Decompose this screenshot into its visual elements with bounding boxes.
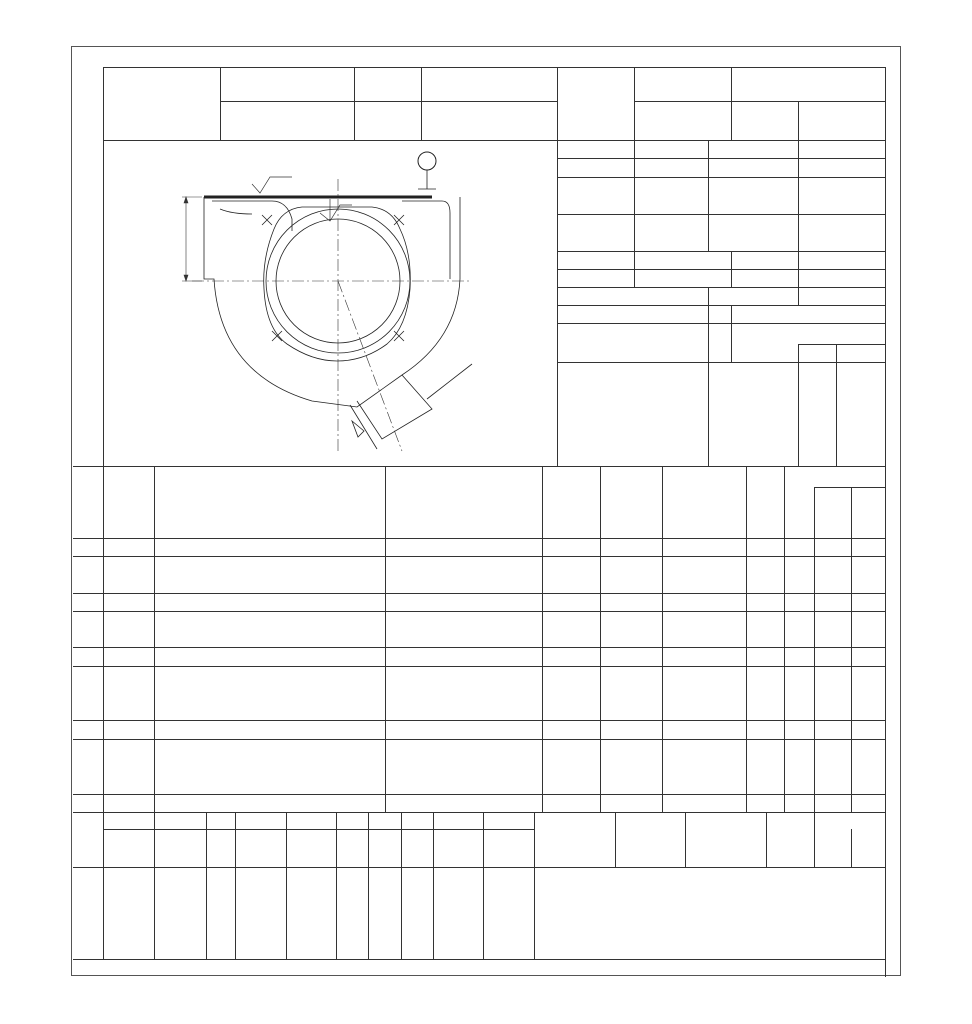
feed-header	[662, 466, 746, 538]
side-label-binding-no	[73, 739, 103, 794]
equip-row-2	[385, 556, 542, 593]
part-no-label	[557, 67, 634, 101]
review-date	[615, 812, 685, 867]
step-1-speed	[542, 538, 600, 556]
boss-outline	[264, 207, 411, 361]
coolant-label	[798, 287, 885, 305]
part-name-label	[557, 101, 634, 140]
grid-line	[836, 344, 837, 466]
step-1-feed	[662, 538, 746, 556]
equip-name-label	[557, 251, 634, 269]
standard-date	[685, 812, 766, 867]
spindle-speed-header	[542, 466, 600, 538]
fixture-no-label	[557, 287, 708, 305]
signature-label-2	[433, 867, 483, 959]
equip-name	[557, 269, 634, 287]
equipment-header	[385, 466, 542, 538]
product-model-label	[354, 67, 421, 101]
body-outline	[204, 197, 460, 407]
prep-label	[798, 344, 836, 362]
date-label-2	[483, 867, 534, 959]
blank-type-label	[557, 177, 634, 214]
part-drawing	[102, 139, 556, 465]
total-pages	[731, 101, 798, 140]
mark-label	[103, 867, 154, 959]
simul-label	[798, 251, 885, 269]
place-count-label	[154, 867, 206, 959]
change-doc-label	[206, 867, 235, 959]
workshop-label	[557, 140, 634, 158]
equip-model-label	[634, 251, 731, 269]
op-time-label	[798, 323, 885, 344]
per-blank-label	[731, 177, 798, 214]
fixture-name	[708, 305, 798, 323]
mark-label-2	[336, 867, 368, 959]
part-name	[634, 101, 731, 140]
equip-no-label	[731, 251, 798, 269]
simul	[798, 269, 885, 287]
card-title	[220, 67, 354, 140]
station-tool-name-label	[708, 323, 798, 362]
step-1-no	[103, 538, 154, 556]
material-label	[798, 140, 885, 158]
blank-dims-label	[634, 177, 731, 214]
grid-line	[798, 344, 799, 466]
grid-line	[851, 829, 852, 867]
grid-line	[73, 666, 885, 667]
product-name-label	[354, 101, 421, 140]
station-tool-no-label	[557, 323, 708, 362]
step-1-depth	[746, 538, 784, 556]
step-time-header	[814, 466, 885, 487]
countersign-date	[766, 812, 814, 867]
product-name	[421, 101, 557, 140]
aux-time-header	[851, 487, 885, 538]
step-1-equip	[385, 538, 542, 556]
unit-label	[836, 344, 885, 362]
blank-type	[557, 214, 634, 251]
grid-line	[73, 720, 885, 721]
surface-label-circle	[418, 152, 436, 170]
equip-row-3	[385, 593, 542, 611]
side-label-trace	[73, 556, 103, 593]
cut-speed-header	[600, 466, 662, 538]
signature-label	[235, 867, 286, 959]
per-machine-label	[798, 177, 885, 214]
place-count-label-2	[368, 867, 401, 959]
grid-line	[73, 739, 885, 740]
step-1-cut-speed	[600, 538, 662, 556]
date-label	[286, 867, 336, 959]
step-no-header	[103, 466, 154, 538]
passes-header	[784, 466, 814, 538]
grid-line	[73, 647, 885, 648]
step-1-content	[154, 538, 385, 556]
depth-header	[746, 466, 784, 538]
per-machine	[798, 214, 885, 251]
grid-line	[885, 67, 886, 977]
side-label-check	[73, 611, 103, 647]
op-name-label	[731, 140, 798, 158]
grid-line	[73, 959, 885, 960]
change-doc-label-2	[401, 867, 433, 959]
page-number	[798, 101, 885, 140]
content-header	[154, 466, 385, 538]
material	[798, 158, 885, 177]
grid-line	[103, 829, 534, 830]
op-no	[634, 158, 731, 177]
machine-time-header	[814, 487, 851, 538]
grid-line	[814, 812, 815, 867]
step-1-passes	[784, 538, 814, 556]
op-no-label	[634, 140, 731, 158]
side-label-base-no	[73, 666, 103, 720]
design-date	[534, 812, 615, 867]
blank-dims	[634, 214, 731, 251]
equip-model	[634, 269, 731, 287]
per-blank	[731, 214, 798, 251]
step-1-aux	[851, 538, 885, 556]
grid-line	[73, 611, 885, 612]
op-name	[731, 158, 798, 177]
step-1-machine	[814, 538, 851, 556]
fixture-name-label	[708, 287, 798, 305]
grid-line	[73, 794, 885, 795]
